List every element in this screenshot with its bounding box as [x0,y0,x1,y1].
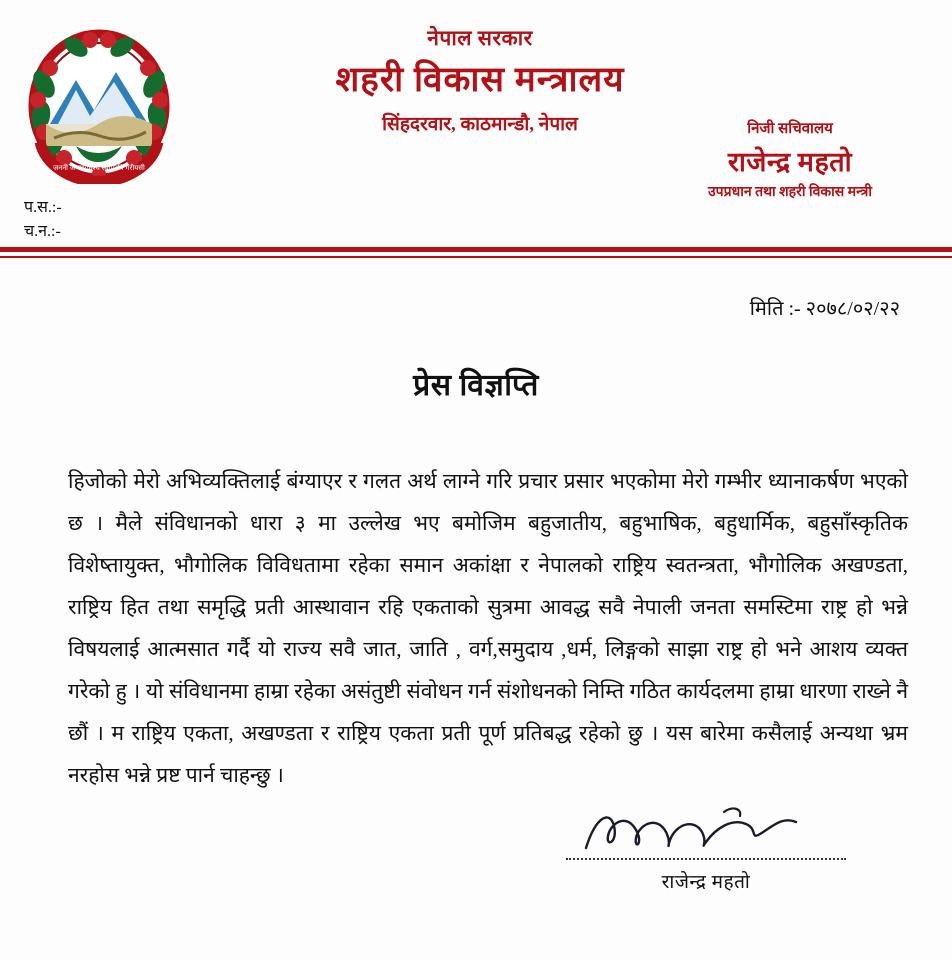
ministry-name: शहरी विकास मन्त्रालय [335,60,625,99]
secretariat-label: निजी सचिवालय [747,121,833,137]
svg-text:जननी जन्मभूमिश्च स्वर्गादपि गर: जननी जन्मभूमिश्च स्वर्गादपि गरीयसी [53,165,145,172]
minister-title: उपप्रधान तथा शहरी विकास मन्त्री [708,185,872,200]
ref-no: प.स.:- [24,199,62,216]
letter-no: च.न.:- [24,223,61,240]
handwritten-signature-icon [556,806,856,858]
document-body [0,262,952,796]
header-divider-thin [0,256,952,258]
letterhead-right [650,118,930,201]
document-date: मिति :- २०७८/०२/२२ [749,298,900,320]
header-divider-thick [0,247,952,252]
reference-block [24,196,62,244]
signature-block [556,806,856,894]
signatory-name: राजेन्द्र महतो [661,872,751,893]
body-paragraph: हिजोको मेरो अभिव्यक्तिलाई बंग्याएर र गलत अर्थ लाग्ने गरि प्रचार प्रसार भएकोमा मेरो गम्भीर ध्यानाकर्षण भएको छ । मैले संविधानको धारा ३ मा उल्लेख भए बमोजिम बहुजातीय, बहुभाषिक, बहुधार्मिक, बहुसाँस्कृतिक विशेष्तायुक्त, भौगोलिक विविधतामा रहेका समान अकांक्षा र नेपालको राष्ट्रिय स्वतन्त्रता, भौगोलिक अखण्डता, राष्ट्रिय हित तथा समृद्धि प्रती आस्थावान रहि एकताको सुत्रमा आवद्ध सवै नेपाली जनता समस्टिमा राष्ट्र हो भन्ने विषयलाई आत्मसात गर्दै यो राज्य सवै जात, जाति , वर्ग,समुदाय ,धर्म, लिङ्गको साझा राष्ट्र हो भने आशय व्यक्त गरेको हु । यो संविधानमा हाम्रा रहेका असंतुष्टी संवोधन गर्न संशोधनको निम्ति गठित कार्यदलमा हाम्रा धारणा राख्ने नै छौं । म राष्ट्रिय एकता, अखण्डता र राष्ट्रिय एकता प्रती पूर्ण प्रतिबद्ध रहेको छु । यस बारेमा कसैलाई अन्यथा भ्रम नरहोस भन्ने प्रष्ट पार्न चाहन्छु । [68,469,908,787]
ministry-address: सिंहदरवार, काठमान्डौ, नेपाल [382,113,578,135]
page-title: प्रेस विज्ञप्ति [413,369,539,402]
minister-name: राजेन्द्र महतो [727,147,853,177]
government-name: नेपाल सरकार [427,26,533,50]
nepal-government-emblem-icon [24,24,174,184]
letterhead [0,0,952,248]
